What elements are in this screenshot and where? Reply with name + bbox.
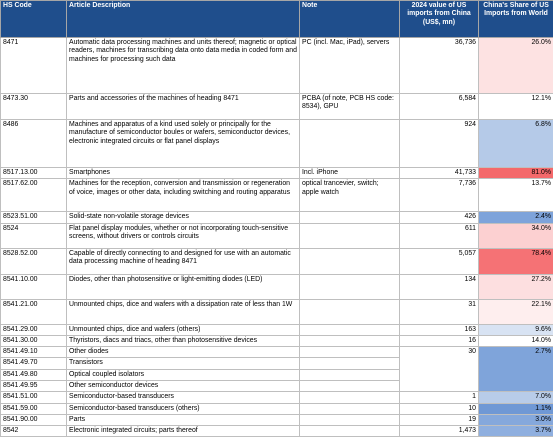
- hs-code-cell: 8541.30.00: [1, 335, 67, 346]
- note-cell: PC (incl. Mac, iPad), servers: [300, 38, 400, 94]
- description-cell: Thyristors, diacs and triacs, other than photosensitive devices: [67, 335, 300, 346]
- header-article-description: Article Description: [67, 1, 300, 38]
- description-cell: Electronic integrated circuits; parts thereof: [67, 426, 300, 437]
- share-cell: 7.0%: [479, 392, 553, 403]
- note-cell: [300, 335, 400, 346]
- share-cell: 34.0%: [479, 223, 553, 248]
- description-cell: Transistors: [67, 358, 300, 369]
- value-cell: 10: [400, 403, 479, 414]
- hs-code-cell: 8471: [1, 38, 67, 94]
- hs-code-cell: 8541.49.70: [1, 358, 67, 369]
- value-cell: 5,057: [400, 248, 479, 274]
- hs-code-cell: 8528.52.00: [1, 248, 67, 274]
- description-cell: Semiconductor-based transducers (others): [67, 403, 300, 414]
- value-cell: 19: [400, 414, 479, 425]
- note-cell: [300, 324, 400, 335]
- note-cell: [300, 414, 400, 425]
- share-cell: 3.0%: [479, 414, 553, 425]
- header-note: Note: [300, 1, 400, 38]
- note-cell: [300, 274, 400, 299]
- value-cell: 924: [400, 120, 479, 168]
- value-cell: 1: [400, 392, 479, 403]
- share-cell: 1.1%: [479, 403, 553, 414]
- description-cell: Automatic data processing machines and units thereof; magnetic or optical readers, machines for transcribing data onto data media in coded form and machines for processing such data: [67, 38, 300, 94]
- share-cell: 6.8%: [479, 120, 553, 168]
- hs-code-cell: 8517.62.00: [1, 179, 67, 212]
- hs-code-cell: 8486: [1, 120, 67, 168]
- description-cell: Flat panel display modules, whether or not incorporating touch-sensitive screens, without drivers or controls circuits: [67, 223, 300, 248]
- description-cell: Diodes, other than photosensitive or light-emitting diodes (LED): [67, 274, 300, 299]
- table-row: [1, 120, 553, 168]
- value-cell: 611: [400, 223, 479, 248]
- share-cell: 81.0%: [479, 168, 553, 179]
- description-cell: Semiconductor-based transducers: [67, 392, 300, 403]
- table-row: [1, 403, 553, 414]
- table-row: [1, 426, 553, 437]
- table-row: [1, 392, 553, 403]
- value-cell: 134: [400, 274, 479, 299]
- hs-code-cell: 8541.49.80: [1, 369, 67, 380]
- description-cell: Optical coupled isolators: [67, 369, 300, 380]
- value-cell: 163: [400, 324, 479, 335]
- note-cell: [300, 392, 400, 403]
- share-cell: 27.2%: [479, 274, 553, 299]
- share-cell: 78.4%: [479, 248, 553, 274]
- table-row: [1, 179, 553, 212]
- hs-code-cell: 8541.49.10: [1, 347, 67, 358]
- share-cell: 22.1%: [479, 299, 553, 324]
- note-cell: [300, 380, 400, 391]
- share-cell: 13.7%: [479, 179, 553, 212]
- hs-code-cell: 8473.30: [1, 94, 67, 120]
- table-row: [1, 168, 553, 179]
- description-cell: Parts: [67, 414, 300, 425]
- note-cell: [300, 358, 400, 369]
- value-cell: 41,733: [400, 168, 479, 179]
- description-cell: Unmounted chips, dice and wafers (others): [67, 324, 300, 335]
- note-cell: [300, 120, 400, 168]
- header-hs-code: HS Code: [1, 1, 67, 38]
- table-row: [1, 299, 553, 324]
- note-cell: optical trancevier, switch; apple watch: [300, 179, 400, 212]
- share-cell: 14.0%: [479, 335, 553, 346]
- table-row: [1, 38, 553, 94]
- hs-code-cell: 8541.10.00: [1, 274, 67, 299]
- note-cell: Incl. iPhone: [300, 168, 400, 179]
- note-cell: PCBA (of note, PCB HS code: 8534), GPU: [300, 94, 400, 120]
- hs-code-cell: 8541.29.00: [1, 324, 67, 335]
- note-cell: [300, 426, 400, 437]
- share-cell: 2.4%: [479, 212, 553, 223]
- table-row: [1, 414, 553, 425]
- share-cell: 3.7%: [479, 426, 553, 437]
- table-row: [1, 274, 553, 299]
- description-cell: Smartphones: [67, 168, 300, 179]
- note-cell: [300, 347, 400, 358]
- hs-code-cell: 8523.51.00: [1, 212, 67, 223]
- hs-code-cell: 8541.51.00: [1, 392, 67, 403]
- hs-code-cell: 8541.59.00: [1, 403, 67, 414]
- share-cell: 12.1%: [479, 94, 553, 120]
- hs-code-cell: 8541.90.00: [1, 414, 67, 425]
- note-cell: [300, 299, 400, 324]
- value-cell: 426: [400, 212, 479, 223]
- share-cell: 2.7%: [479, 347, 553, 392]
- table-row: [1, 94, 553, 120]
- value-cell: 1,473: [400, 426, 479, 437]
- description-cell: Other diodes: [67, 347, 300, 358]
- note-cell: [300, 403, 400, 414]
- note-cell: [300, 248, 400, 274]
- description-cell: Machines for the reception, conversion and transmission or regeneration of voice, images or other data, including switching and routing apparatus: [67, 179, 300, 212]
- table-row: [1, 324, 553, 335]
- hs-code-cell: 8517.13.00: [1, 168, 67, 179]
- note-cell: [300, 369, 400, 380]
- value-cell: 6,584: [400, 94, 479, 120]
- value-cell: 31: [400, 299, 479, 324]
- hs-code-cell: 8542: [1, 426, 67, 437]
- hs-code-cell: 8524: [1, 223, 67, 248]
- share-cell: 26.0%: [479, 38, 553, 94]
- description-cell: Other semiconductor devices: [67, 380, 300, 391]
- value-cell: 7,736: [400, 179, 479, 212]
- note-cell: [300, 212, 400, 223]
- description-cell: Parts and accessories of the machines of heading 8471: [67, 94, 300, 120]
- description-cell: Machines and apparatus of a kind used solely or principally for the manufacture of semiconductor boules or wafers, semiconductor devices, electronic integrated circuits or flat panel displays: [67, 120, 300, 168]
- description-cell: Solid-state non-volatile storage devices: [67, 212, 300, 223]
- table-header-row: [1, 1, 553, 38]
- header-import-value: 2024 value of US imports from China (US$, mn): [400, 1, 479, 38]
- value-cell: 36,736: [400, 38, 479, 94]
- table-row: [1, 335, 553, 346]
- value-cell: 16: [400, 335, 479, 346]
- value-cell: 30: [400, 347, 479, 392]
- hs-code-cell: 8541.49.95: [1, 380, 67, 391]
- share-cell: 9.6%: [479, 324, 553, 335]
- note-cell: [300, 223, 400, 248]
- table-row: [1, 223, 553, 248]
- table-row: [1, 347, 553, 358]
- hs-code-cell: 8541.21.00: [1, 299, 67, 324]
- table-row: [1, 248, 553, 274]
- description-cell: Capable of directly connecting to and designed for use with an automatic data processing machine of heading 8471: [67, 248, 300, 274]
- table-row: [1, 212, 553, 223]
- description-cell: Unmounted chips, dice and wafers with a dissipation rate of less than 1W: [67, 299, 300, 324]
- header-china-share: China's Share of US Imports from World: [479, 1, 553, 38]
